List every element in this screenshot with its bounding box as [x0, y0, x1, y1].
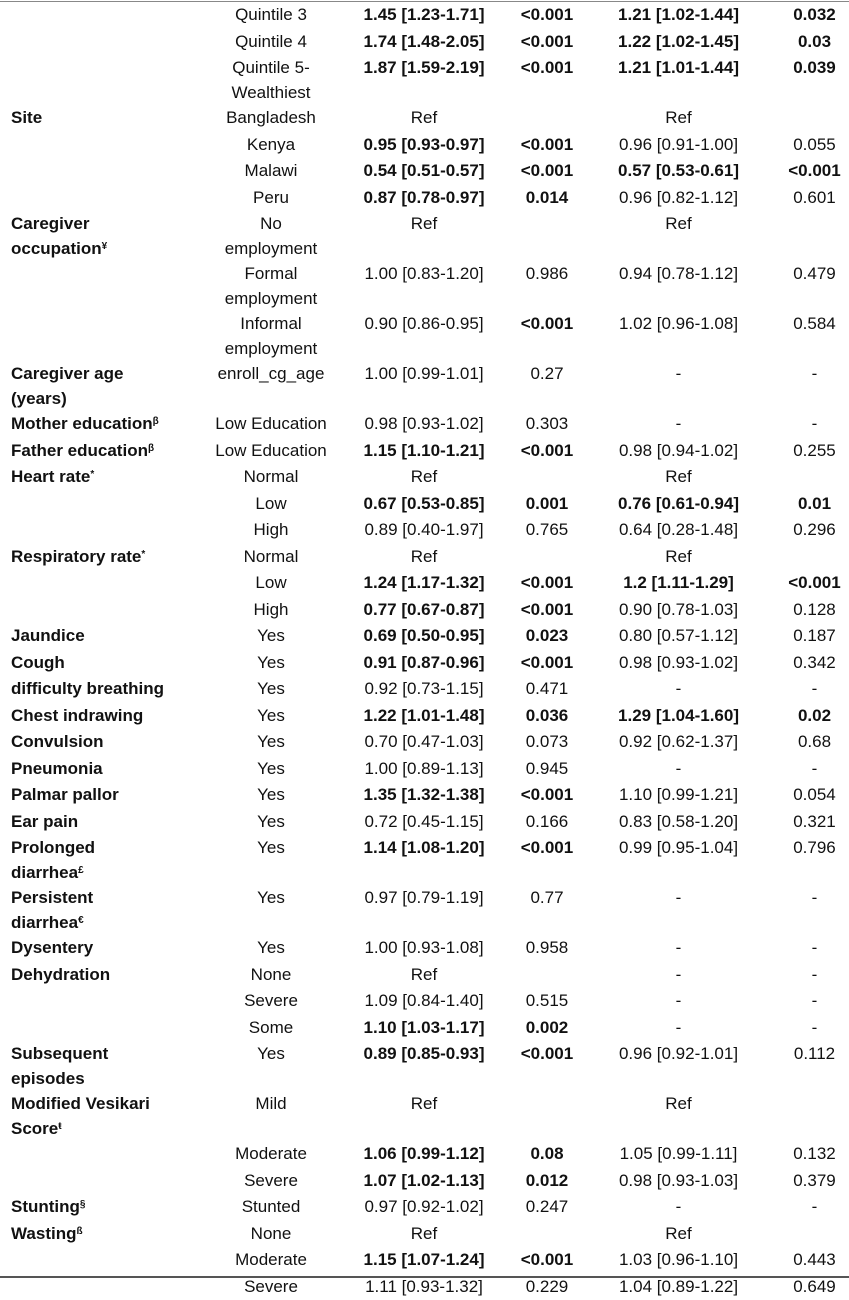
crude-odds-ratio: 1.14 [1.08-1.20]	[341, 835, 503, 885]
table-row	[0, 132, 849, 159]
crude-p-value: <0.001	[503, 570, 591, 597]
variable-name: Pneumonia	[0, 756, 201, 783]
variable-name	[0, 597, 201, 624]
crude-p-value	[503, 1221, 591, 1248]
footnote-marker: ¥	[102, 241, 108, 252]
adjusted-odds-ratio: 0.57 [0.53-0.61]	[591, 158, 766, 185]
crude-p-value: 0.012	[503, 1168, 591, 1195]
table-row	[0, 756, 849, 783]
table-row	[0, 935, 849, 962]
category-label: Formal employment	[201, 261, 341, 311]
table-row	[0, 185, 849, 212]
category-label: Yes	[201, 676, 341, 703]
variable-name: Convulsion	[0, 729, 201, 756]
variable-name: Father education$^\beta$	[0, 438, 201, 465]
adjusted-odds-ratio: -	[591, 756, 766, 783]
table-row	[0, 885, 849, 935]
adjusted-p-value: 0.01	[766, 491, 849, 518]
adjusted-p-value: -	[766, 935, 849, 962]
adjusted-p-value: 0.032	[766, 2, 849, 29]
crude-p-value: 0.471	[503, 676, 591, 703]
category-label: enroll_cg_age	[201, 361, 341, 411]
category-label: Severe	[201, 1168, 341, 1195]
adjusted-p-value: 0.479	[766, 261, 849, 311]
category-label: Quintile 4	[201, 29, 341, 56]
table-row	[0, 570, 849, 597]
adjusted-p-value: -	[766, 885, 849, 935]
variable-name	[0, 491, 201, 518]
adjusted-p-value: 0.68	[766, 729, 849, 756]
footnote-marker: *	[141, 549, 145, 560]
variable-name: Cough	[0, 650, 201, 677]
crude-odds-ratio: 1.24 [1.17-1.32]	[341, 570, 503, 597]
table-row	[0, 1015, 849, 1042]
table-row	[0, 1221, 849, 1248]
category-label: Quintile 3	[201, 2, 341, 29]
table-row	[0, 676, 849, 703]
adjusted-p-value: 0.584	[766, 311, 849, 361]
adjusted-odds-ratio: 0.92 [0.62-1.37]	[591, 729, 766, 756]
table-row	[0, 158, 849, 185]
table-row	[0, 211, 849, 261]
category-label: Low	[201, 491, 341, 518]
crude-p-value: 0.247	[503, 1194, 591, 1221]
crude-p-value: 0.945	[503, 756, 591, 783]
table-row	[0, 1091, 849, 1141]
table-row	[0, 1247, 849, 1274]
crude-odds-ratio: 1.09 [0.84-1.40]	[341, 988, 503, 1015]
crude-odds-ratio: 1.06 [0.99-1.12]	[341, 1141, 503, 1168]
category-label: Quintile 5- Wealthiest	[201, 55, 341, 105]
category-label: Low Education	[201, 438, 341, 465]
variable-name: Jaundice	[0, 623, 201, 650]
adjusted-odds-ratio: Ref	[591, 1091, 766, 1141]
category-label: Yes	[201, 703, 341, 730]
crude-p-value: 0.958	[503, 935, 591, 962]
adjusted-odds-ratio: -	[591, 411, 766, 438]
adjusted-p-value: <0.001	[766, 158, 849, 185]
adjusted-odds-ratio: 1.02 [0.96-1.08]	[591, 311, 766, 361]
table-row	[0, 1168, 849, 1195]
crude-p-value: 0.765	[503, 517, 591, 544]
adjusted-p-value: -	[766, 676, 849, 703]
variable-name: Modified Vesikari Score$^ŧ$	[0, 1091, 201, 1141]
crude-p-value: <0.001	[503, 1041, 591, 1091]
table-row	[0, 1041, 849, 1091]
crude-p-value: <0.001	[503, 438, 591, 465]
adjusted-odds-ratio: -	[591, 361, 766, 411]
adjusted-odds-ratio: Ref	[591, 544, 766, 571]
table-row	[0, 105, 849, 132]
crude-odds-ratio: 0.92 [0.73-1.15]	[341, 676, 503, 703]
adjusted-odds-ratio: 0.80 [0.57-1.12]	[591, 623, 766, 650]
adjusted-odds-ratio: Ref	[591, 1221, 766, 1248]
variable-name: difficulty breathing	[0, 676, 201, 703]
adjusted-p-value: 0.128	[766, 597, 849, 624]
crude-odds-ratio: Ref	[341, 464, 503, 491]
variable-name: Ear pain	[0, 809, 201, 836]
footnote-marker: β	[153, 416, 159, 427]
adjusted-odds-ratio: 0.83 [0.58-1.20]	[591, 809, 766, 836]
table-row	[0, 988, 849, 1015]
category-label: Yes	[201, 935, 341, 962]
variable-name	[0, 158, 201, 185]
crude-odds-ratio: 0.89 [0.40-1.97]	[341, 517, 503, 544]
table-row	[0, 491, 849, 518]
adjusted-p-value: -	[766, 988, 849, 1015]
table-row	[0, 703, 849, 730]
variable-name: Dehydration	[0, 962, 201, 989]
adjusted-p-value	[766, 544, 849, 571]
crude-odds-ratio: Ref	[341, 1221, 503, 1248]
crude-odds-ratio: 0.87 [0.78-0.97]	[341, 185, 503, 212]
adjusted-odds-ratio: -	[591, 962, 766, 989]
crude-p-value: <0.001	[503, 597, 591, 624]
crude-p-value: 0.001	[503, 491, 591, 518]
variable-name: Heart rate*	[0, 464, 201, 491]
crude-odds-ratio: 1.07 [1.02-1.13]	[341, 1168, 503, 1195]
category-label: High	[201, 597, 341, 624]
crude-odds-ratio: 1.22 [1.01-1.48]	[341, 703, 503, 730]
variable-name: Caregiver age (years)	[0, 361, 201, 411]
crude-p-value	[503, 211, 591, 261]
adjusted-odds-ratio: 0.99 [0.95-1.04]	[591, 835, 766, 885]
crude-p-value: <0.001	[503, 650, 591, 677]
category-label: Severe	[201, 1274, 341, 1300]
table-row	[0, 464, 849, 491]
variable-name: Wasting$^ß$	[0, 1221, 201, 1248]
adjusted-p-value: 0.112	[766, 1041, 849, 1091]
variable-name: Respiratory rate*	[0, 544, 201, 571]
category-label: Peru	[201, 185, 341, 212]
adjusted-odds-ratio: -	[591, 676, 766, 703]
crude-p-value: 0.023	[503, 623, 591, 650]
adjusted-odds-ratio: 1.21 [1.01-1.44]	[591, 55, 766, 105]
category-label: High	[201, 517, 341, 544]
adjusted-odds-ratio: -	[591, 885, 766, 935]
footnote-marker: ŧ	[58, 1121, 61, 1132]
category-label: Malawi	[201, 158, 341, 185]
variable-name: Dysentery	[0, 935, 201, 962]
crude-odds-ratio: 1.35 [1.32-1.38]	[341, 782, 503, 809]
crude-p-value: <0.001	[503, 132, 591, 159]
table-row	[0, 544, 849, 571]
results-table	[0, 2, 849, 1300]
table-row	[0, 1194, 849, 1221]
category-label: Moderate	[201, 1247, 341, 1274]
adjusted-p-value: -	[766, 1015, 849, 1042]
footnote-marker: §	[80, 1199, 86, 1210]
adjusted-odds-ratio: 0.90 [0.78-1.03]	[591, 597, 766, 624]
adjusted-p-value: 0.379	[766, 1168, 849, 1195]
category-label: Normal	[201, 464, 341, 491]
crude-p-value	[503, 544, 591, 571]
crude-p-value	[503, 1091, 591, 1141]
adjusted-p-value: <0.001	[766, 570, 849, 597]
category-label: Yes	[201, 1041, 341, 1091]
crude-p-value: 0.166	[503, 809, 591, 836]
crude-p-value: 0.77	[503, 885, 591, 935]
adjusted-odds-ratio: 0.98 [0.93-1.03]	[591, 1168, 766, 1195]
adjusted-p-value: 0.649	[766, 1274, 849, 1300]
footnote-marker: £	[78, 865, 84, 876]
crude-odds-ratio: 1.87 [1.59-2.19]	[341, 55, 503, 105]
adjusted-odds-ratio: 0.96 [0.82-1.12]	[591, 185, 766, 212]
table-row	[0, 962, 849, 989]
adjusted-p-value: 0.443	[766, 1247, 849, 1274]
adjusted-odds-ratio: 1.04 [0.89-1.22]	[591, 1274, 766, 1300]
variable-name: Mother education$^\beta$	[0, 411, 201, 438]
crude-odds-ratio: 1.00 [0.99-1.01]	[341, 361, 503, 411]
adjusted-p-value: -	[766, 962, 849, 989]
footnote-marker: ß	[76, 1226, 82, 1237]
table-row	[0, 517, 849, 544]
crude-odds-ratio: 0.77 [0.67-0.87]	[341, 597, 503, 624]
table-row	[0, 729, 849, 756]
table-row	[0, 438, 849, 465]
crude-odds-ratio: 0.72 [0.45-1.15]	[341, 809, 503, 836]
variable-name	[0, 570, 201, 597]
category-label: Low Education	[201, 411, 341, 438]
adjusted-p-value: 0.796	[766, 835, 849, 885]
adjusted-p-value: 0.187	[766, 623, 849, 650]
footnote-marker: β	[148, 443, 154, 454]
crude-p-value: <0.001	[503, 782, 591, 809]
table-row	[0, 55, 849, 105]
crude-p-value: <0.001	[503, 29, 591, 56]
adjusted-p-value	[766, 211, 849, 261]
variable-name: Site	[0, 105, 201, 132]
table-row	[0, 2, 849, 29]
adjusted-odds-ratio: 0.76 [0.61-0.94]	[591, 491, 766, 518]
adjusted-odds-ratio: -	[591, 1194, 766, 1221]
category-label: Kenya	[201, 132, 341, 159]
category-label: Low	[201, 570, 341, 597]
adjusted-odds-ratio: 0.98 [0.94-1.02]	[591, 438, 766, 465]
table-row	[0, 597, 849, 624]
adjusted-p-value	[766, 464, 849, 491]
crude-odds-ratio: 0.91 [0.87-0.96]	[341, 650, 503, 677]
crude-odds-ratio: 1.15 [1.10-1.21]	[341, 438, 503, 465]
crude-odds-ratio: 1.00 [0.93-1.08]	[341, 935, 503, 962]
variable-name	[0, 2, 201, 29]
bottom-rule	[0, 1276, 849, 1278]
crude-odds-ratio: 0.69 [0.50-0.95]	[341, 623, 503, 650]
crude-p-value: 0.08	[503, 1141, 591, 1168]
adjusted-p-value: 0.039	[766, 55, 849, 105]
variable-name	[0, 55, 201, 105]
adjusted-p-value: 0.321	[766, 809, 849, 836]
table-row	[0, 835, 849, 885]
footnote-marker: *	[90, 469, 94, 480]
variable-name: Subsequent episodes	[0, 1041, 201, 1091]
footnote-marker: €	[78, 915, 84, 926]
crude-p-value: 0.036	[503, 703, 591, 730]
category-label: Yes	[201, 756, 341, 783]
crude-p-value: <0.001	[503, 835, 591, 885]
crude-p-value	[503, 464, 591, 491]
crude-p-value: <0.001	[503, 158, 591, 185]
adjusted-odds-ratio: 1.05 [0.99-1.11]	[591, 1141, 766, 1168]
adjusted-p-value: -	[766, 361, 849, 411]
variable-name	[0, 311, 201, 361]
crude-p-value: <0.001	[503, 311, 591, 361]
adjusted-odds-ratio: 1.03 [0.96-1.10]	[591, 1247, 766, 1274]
crude-p-value	[503, 962, 591, 989]
adjusted-p-value: 0.342	[766, 650, 849, 677]
variable-name	[0, 1247, 201, 1274]
category-label: Yes	[201, 885, 341, 935]
adjusted-p-value	[766, 105, 849, 132]
crude-odds-ratio: 0.54 [0.51-0.57]	[341, 158, 503, 185]
variable-name	[0, 29, 201, 56]
variable-name	[0, 988, 201, 1015]
category-label: Stunted	[201, 1194, 341, 1221]
category-label: Informal employment	[201, 311, 341, 361]
crude-p-value	[503, 105, 591, 132]
crude-p-value: 0.515	[503, 988, 591, 1015]
crude-odds-ratio: Ref	[341, 211, 503, 261]
adjusted-p-value: 0.601	[766, 185, 849, 212]
crude-odds-ratio: 0.70 [0.47-1.03]	[341, 729, 503, 756]
crude-odds-ratio: 1.74 [1.48-2.05]	[341, 29, 503, 56]
adjusted-p-value: 0.02	[766, 703, 849, 730]
crude-p-value: 0.303	[503, 411, 591, 438]
variable-name	[0, 1141, 201, 1168]
adjusted-p-value: -	[766, 1194, 849, 1221]
adjusted-odds-ratio: 1.21 [1.02-1.44]	[591, 2, 766, 29]
crude-p-value: 0.002	[503, 1015, 591, 1042]
adjusted-p-value: 0.054	[766, 782, 849, 809]
crude-odds-ratio: 1.45 [1.23-1.71]	[341, 2, 503, 29]
adjusted-p-value	[766, 1221, 849, 1248]
adjusted-odds-ratio: 0.96 [0.92-1.01]	[591, 1041, 766, 1091]
adjusted-odds-ratio: 0.96 [0.91-1.00]	[591, 132, 766, 159]
category-label: Some	[201, 1015, 341, 1042]
category-label: Severe	[201, 988, 341, 1015]
category-label: Yes	[201, 782, 341, 809]
adjusted-p-value: 0.132	[766, 1141, 849, 1168]
variable-name	[0, 261, 201, 311]
crude-p-value: 0.986	[503, 261, 591, 311]
crude-odds-ratio: 0.97 [0.79-1.19]	[341, 885, 503, 935]
adjusted-odds-ratio: 0.94 [0.78-1.12]	[591, 261, 766, 311]
adjusted-odds-ratio: 1.2 [1.11-1.29]	[591, 570, 766, 597]
crude-p-value: <0.001	[503, 55, 591, 105]
crude-odds-ratio: 0.98 [0.93-1.02]	[341, 411, 503, 438]
category-label: Yes	[201, 835, 341, 885]
variable-name: Caregiver occupation¥	[0, 211, 201, 261]
crude-odds-ratio: 1.00 [0.89-1.13]	[341, 756, 503, 783]
adjusted-odds-ratio: 0.64 [0.28-1.48]	[591, 517, 766, 544]
adjusted-odds-ratio: Ref	[591, 211, 766, 261]
adjusted-odds-ratio: 1.29 [1.04-1.60]	[591, 703, 766, 730]
crude-odds-ratio: 1.11 [0.93-1.32]	[341, 1274, 503, 1300]
crude-odds-ratio: 0.90 [0.86-0.95]	[341, 311, 503, 361]
results-table-body	[0, 2, 849, 1300]
crude-odds-ratio: Ref	[341, 544, 503, 571]
variable-name	[0, 185, 201, 212]
category-label: Bangladesh	[201, 105, 341, 132]
adjusted-odds-ratio: -	[591, 935, 766, 962]
crude-odds-ratio: Ref	[341, 1091, 503, 1141]
crude-p-value: <0.001	[503, 1247, 591, 1274]
table-row	[0, 650, 849, 677]
crude-p-value: 0.073	[503, 729, 591, 756]
category-label: Moderate	[201, 1141, 341, 1168]
crude-odds-ratio: 0.67 [0.53-0.85]	[341, 491, 503, 518]
category-label: Yes	[201, 650, 341, 677]
variable-name: Prolonged diarrhea£	[0, 835, 201, 885]
variable-name	[0, 1015, 201, 1042]
crude-odds-ratio: 1.15 [1.07-1.24]	[341, 1247, 503, 1274]
variable-name: Chest indrawing	[0, 703, 201, 730]
adjusted-odds-ratio: Ref	[591, 464, 766, 491]
category-label: No employment	[201, 211, 341, 261]
adjusted-odds-ratio: 0.98 [0.93-1.02]	[591, 650, 766, 677]
variable-name: Persistent diarrhea€	[0, 885, 201, 935]
adjusted-p-value: 0.03	[766, 29, 849, 56]
category-label: Yes	[201, 809, 341, 836]
crude-p-value: 0.229	[503, 1274, 591, 1300]
adjusted-odds-ratio: 1.22 [1.02-1.45]	[591, 29, 766, 56]
table-row	[0, 29, 849, 56]
crude-p-value: <0.001	[503, 2, 591, 29]
adjusted-p-value: -	[766, 411, 849, 438]
crude-p-value: 0.014	[503, 185, 591, 212]
crude-odds-ratio: Ref	[341, 105, 503, 132]
variable-name	[0, 132, 201, 159]
category-label: Yes	[201, 729, 341, 756]
category-label: None	[201, 962, 341, 989]
variable-name: Stunting§	[0, 1194, 201, 1221]
table-row	[0, 1141, 849, 1168]
table-row	[0, 261, 849, 311]
category-label: Mild	[201, 1091, 341, 1141]
adjusted-p-value	[766, 1091, 849, 1141]
table-row	[0, 311, 849, 361]
table-row	[0, 782, 849, 809]
adjusted-p-value: -	[766, 756, 849, 783]
crude-odds-ratio: 1.00 [0.83-1.20]	[341, 261, 503, 311]
crude-odds-ratio: 0.95 [0.93-0.97]	[341, 132, 503, 159]
variable-name	[0, 517, 201, 544]
adjusted-p-value: 0.255	[766, 438, 849, 465]
crude-p-value: 0.27	[503, 361, 591, 411]
adjusted-p-value: 0.296	[766, 517, 849, 544]
adjusted-odds-ratio: Ref	[591, 105, 766, 132]
category-label: Yes	[201, 623, 341, 650]
crude-odds-ratio: 0.97 [0.92-1.02]	[341, 1194, 503, 1221]
adjusted-odds-ratio: -	[591, 988, 766, 1015]
table-row	[0, 361, 849, 411]
category-label: None	[201, 1221, 341, 1248]
crude-odds-ratio: Ref	[341, 962, 503, 989]
adjusted-p-value: 0.055	[766, 132, 849, 159]
table-row	[0, 623, 849, 650]
crude-odds-ratio: 0.89 [0.85-0.93]	[341, 1041, 503, 1091]
variable-name	[0, 1168, 201, 1195]
table-row	[0, 411, 849, 438]
adjusted-odds-ratio: 1.10 [0.99-1.21]	[591, 782, 766, 809]
crude-odds-ratio: 1.10 [1.03-1.17]	[341, 1015, 503, 1042]
adjusted-odds-ratio: -	[591, 1015, 766, 1042]
table-row	[0, 809, 849, 836]
category-label: Normal	[201, 544, 341, 571]
variable-name: Palmar pallor	[0, 782, 201, 809]
